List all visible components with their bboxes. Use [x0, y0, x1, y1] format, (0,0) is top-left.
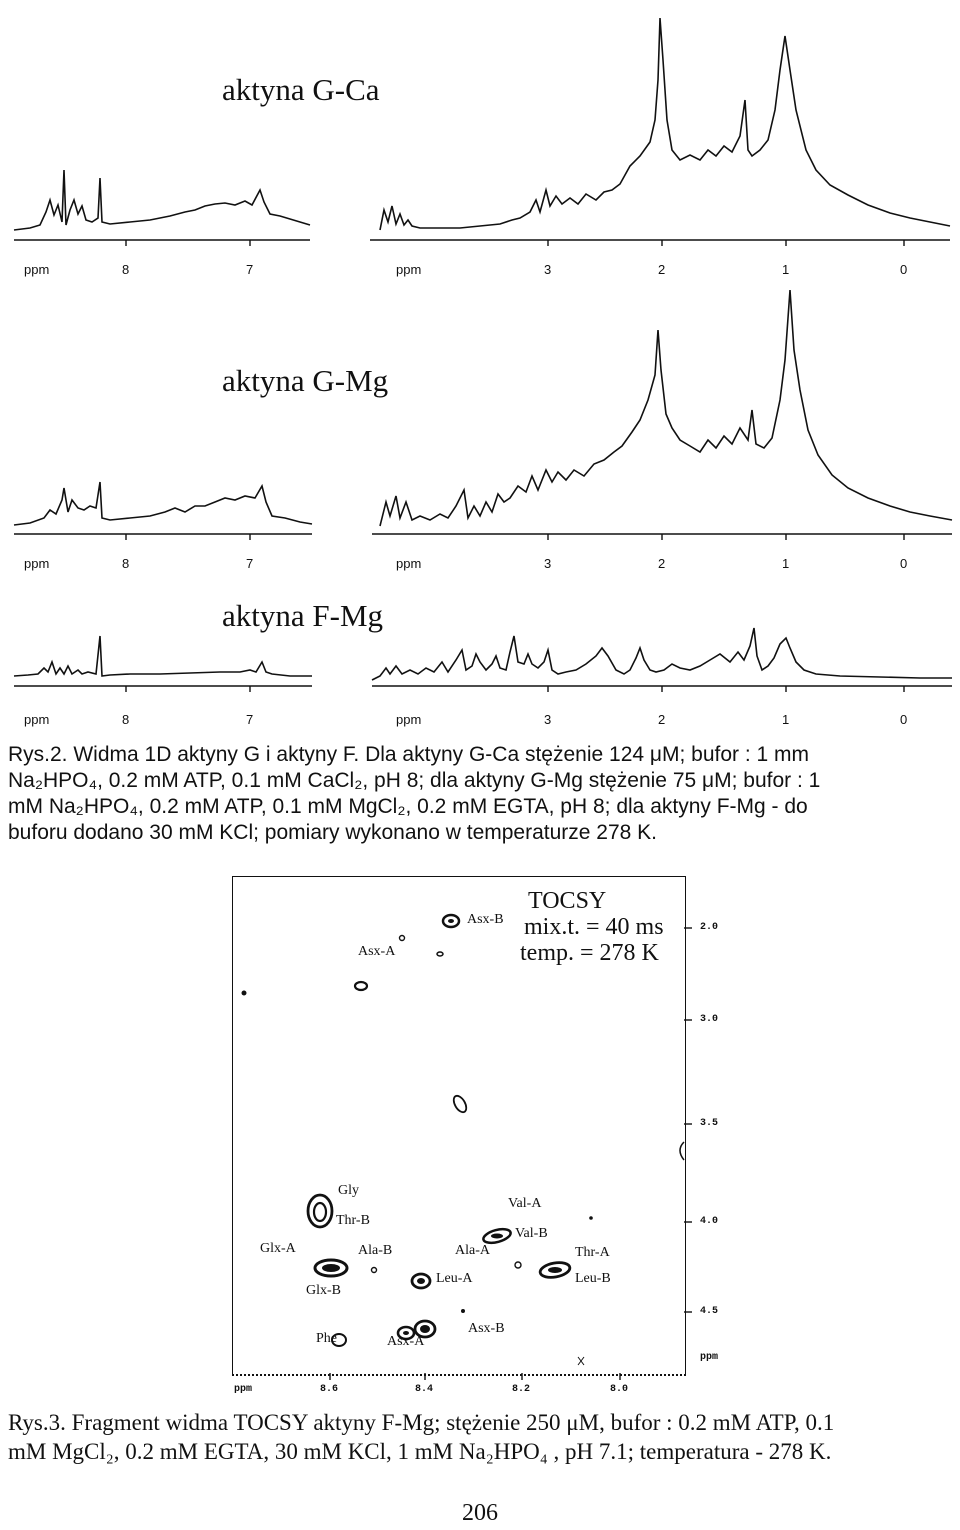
cross-peak-small-1 — [400, 936, 405, 941]
spectrum-f-mg-aromatic-trace — [14, 636, 312, 676]
spectrum-f-mg-right-axis-unit: ppm — [396, 712, 422, 727]
page-number: 206 — [462, 1500, 498, 1526]
label-val-b: Val-B — [515, 1226, 548, 1241]
cross-peak-glx-a — [315, 1260, 347, 1276]
label-asx-b-top: Asx-B — [467, 912, 504, 927]
spectrum-g-mg-tick-0: 0 — [900, 556, 908, 571]
spectrum-g-mg-left-axis-unit: ppm — [24, 556, 50, 571]
x-tick-8-6: 8.6 — [320, 1384, 339, 1395]
label-glx-b: Glx-B — [306, 1283, 341, 1298]
cross-peak-mid — [451, 1094, 469, 1115]
cross-peak-leu-a — [412, 1274, 430, 1288]
x-tick-8-0: 8.0 — [610, 1384, 629, 1395]
label-ala-b: Ala-B — [358, 1243, 393, 1258]
spectrum-g-mg-tick-3: 3 — [544, 556, 552, 571]
spectrum-f-mg-tick-7: 7 — [246, 712, 254, 727]
spectrum-g-mg — [0, 280, 960, 580]
cross-peak-asx-b-top — [443, 915, 459, 927]
cross-peak-tiny — [578, 1357, 584, 1365]
spectrum-f-mg-left-axis-unit: ppm — [24, 712, 50, 727]
figure-2-caption — [8, 1408, 956, 1466]
frame-artifact — [680, 1142, 684, 1160]
spectrum-f-mg-tick-2: 2 — [658, 712, 666, 727]
label-glx-a: Glx-A — [260, 1241, 296, 1256]
y-tick-4-0: 4.0 — [700, 1216, 719, 1227]
spectrum-f-mg — [0, 600, 960, 740]
cross-peak-gly — [308, 1195, 332, 1227]
tocsy-mixing-time: mix.t. = 40 ms — [524, 914, 664, 940]
spectrum-g-ca-tick-7: 7 — [246, 262, 254, 277]
label-gly: Gly — [338, 1183, 359, 1198]
spectrum-title-f-mg: aktyna F-Mg — [222, 598, 384, 633]
spectrum-g-mg-tick-8: 8 — [122, 556, 130, 571]
cross-peak-small-4 — [242, 991, 247, 996]
spectrum-title-g-mg: aktyna G-Mg — [222, 363, 389, 398]
label-ala-a: Ala-A — [455, 1243, 490, 1258]
label-thr-a: Thr-A — [575, 1245, 610, 1260]
cross-peak-small-3 — [355, 982, 367, 990]
x-axis-unit: ppm — [234, 1384, 253, 1395]
figure-2-caption-line-1: Rys.3. Fragment widma TOCSY aktyny F-Mg; stężenie 250 μM, bufor : 0.2 mM ATP, 0.1 — [8, 1410, 835, 1435]
spectrum-g-mg-right-axis-unit: ppm — [396, 556, 422, 571]
figure-1-caption-line-2: Na₂HPO₄, 0.2 mM ATP, 0.1 mM CaCl₂, pH 8; dla aktyny G-Mg stężenie 75 μM; bufor : 1 — [8, 769, 821, 792]
cross-peak-small-6 — [515, 1262, 521, 1268]
cross-peak-small-2 — [437, 952, 443, 956]
x-tick-8-2: 8.2 — [512, 1384, 531, 1395]
figure-1-caption — [8, 742, 956, 846]
label-asx-a-top: Asx-A — [358, 944, 396, 959]
spectrum-f-mg-tick-1: 1 — [782, 712, 790, 727]
spectrum-g-ca-tick-1: 1 — [782, 262, 790, 277]
spectrum-g-mg-aliphatic-trace — [380, 290, 952, 526]
label-val-a: Val-A — [508, 1196, 542, 1211]
figure-1-caption-line-4: buforu dodano 30 mM KCl; pomiary wykonano w temperaturze 278 K. — [8, 821, 658, 844]
label-asx-b-bottom: Asx-B — [468, 1321, 505, 1336]
spectrum-g-mg-aromatic-trace — [14, 482, 312, 525]
label-asx-a-bottom: Asx-A — [387, 1334, 425, 1349]
x-tick-8-4: 8.4 — [415, 1384, 434, 1395]
spectrum-g-mg-tick-1: 1 — [782, 556, 790, 571]
spectrum-g-ca-aliphatic-trace — [380, 18, 950, 230]
spectrum-g-ca-right-axis-unit: ppm — [396, 262, 422, 277]
label-thr-b: Thr-B — [336, 1213, 370, 1228]
spectrum-g-ca-tick-8: 8 — [122, 262, 130, 277]
y-tick-3-0: 3.0 — [700, 1014, 719, 1025]
cross-peak-ala-b — [372, 1268, 377, 1273]
spectrum-g-ca-tick-0: 0 — [900, 262, 908, 277]
cross-peak-thr-a — [539, 1261, 571, 1280]
spectrum-title-g-ca: aktyna G-Ca — [222, 72, 380, 107]
y-tick-4-5: 4.5 — [700, 1306, 719, 1317]
spectrum-g-ca-tick-2: 2 — [658, 262, 666, 277]
y-tick-2-0: 2.0 — [700, 922, 719, 933]
spectrum-g-ca-aromatic-trace — [14, 170, 310, 230]
tocsy-temperature: temp. = 278 K — [520, 940, 659, 966]
spectrum-f-mg-tick-3: 3 — [544, 712, 552, 727]
spectrum-g-mg-tick-7: 7 — [246, 556, 254, 571]
spectrum-f-mg-tick-8: 8 — [122, 712, 130, 727]
cross-peak-small-5 — [589, 1216, 593, 1220]
spectrum-g-ca-tick-3: 3 — [544, 262, 552, 277]
y-tick-3-5: 3.5 — [700, 1118, 719, 1129]
figure-1-caption-line-3: mM Na₂HPO₄, 0.2 mM ATP, 0.1 mM MgCl₂, 0.2 mM EGTA, pH 8; dla aktyny F-Mg - do — [8, 795, 808, 818]
spectrum-f-mg-aliphatic-trace — [372, 628, 952, 680]
spectrum-g-mg-tick-2: 2 — [658, 556, 666, 571]
figure-2-caption-line-2: mM MgCl₂, 0.2 mM EGTA, 30 mM KCl, 1 mM Na₂HPO₄ , pH 7.1; temperatura - 278 K. — [8, 1439, 832, 1464]
figure-1-caption-line-1: Rys.2. Widma 1D aktyny G i aktyny F. Dla aktyny G-Ca stężenie 124 μM; bufor : 1 mm — [8, 743, 810, 766]
label-leu-b: Leu-B — [575, 1271, 611, 1286]
spectrum-g-ca — [0, 0, 960, 300]
label-phe: Phe — [316, 1331, 337, 1346]
spectrum-f-mg-tick-0: 0 — [900, 712, 908, 727]
label-leu-a: Leu-A — [436, 1271, 473, 1286]
spectrum-g-ca-left-axis-unit: ppm — [24, 262, 50, 277]
tocsy-title: TOCSY — [528, 888, 607, 914]
y-axis-unit: ppm — [700, 1352, 719, 1363]
